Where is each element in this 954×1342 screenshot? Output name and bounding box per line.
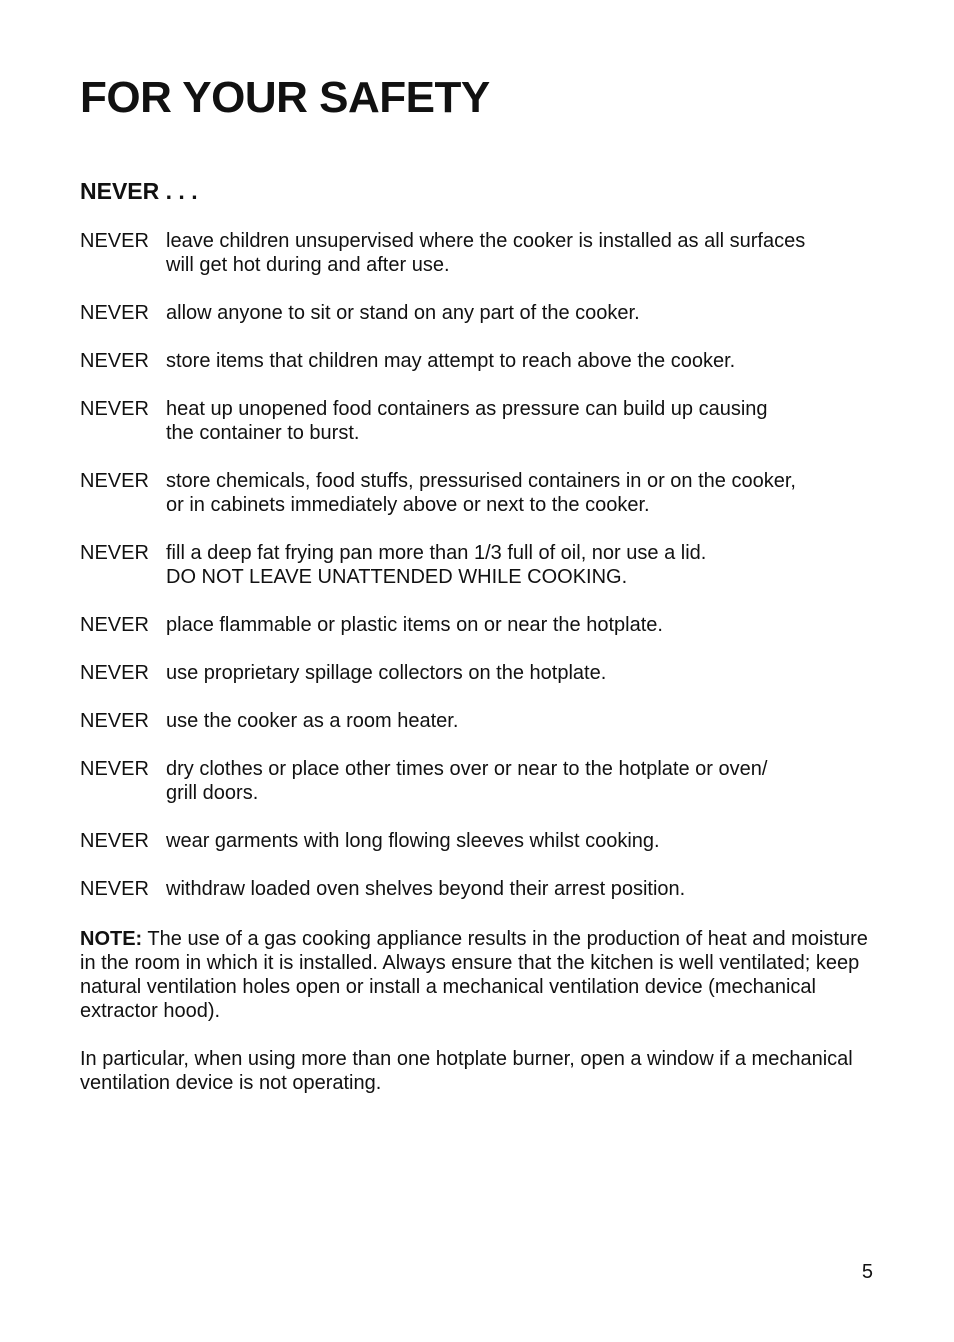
never-item — [80, 613, 880, 637]
note-label: NOTE: — [80, 928, 143, 950]
never-label: NEVER — [80, 302, 149, 324]
never-item — [80, 709, 880, 733]
never-text — [166, 469, 880, 517]
never-label: NEVER — [80, 470, 149, 492]
never-text — [166, 613, 880, 637]
never-item — [80, 829, 880, 853]
never-text-line: place flammable or plastic items on or near the hotplate. — [166, 614, 663, 636]
note-text: The use of a gas cooking appliance results in the production of heat and moisture in the room in which it is installed. Always ensure that the kitchen is well ventilated; keep natural ventilation holes open or install a mechanical ventilation device (mechanical extractor hood). — [80, 928, 868, 1022]
never-label: NEVER — [80, 542, 149, 564]
never-label: NEVER — [80, 350, 149, 372]
never-label: NEVER — [80, 398, 149, 420]
never-text-line: store items that children may attempt to reach above the cooker. — [166, 350, 736, 372]
never-label: NEVER — [80, 710, 149, 732]
never-item — [80, 877, 880, 901]
never-list — [80, 229, 880, 925]
never-item — [80, 661, 880, 685]
never-text-line: or in cabinets immediately above or next to the cooker. — [166, 494, 650, 516]
never-text-line: leave children unsupervised where the cooker is installed as all surfaces — [166, 230, 806, 252]
page-number: 5 — [861, 1261, 873, 1283]
never-text-line: dry clothes or place other times over or near to the hotplate or oven/ — [166, 758, 768, 780]
never-label: NEVER — [80, 878, 149, 900]
never-text-line: grill doors. — [166, 782, 259, 804]
never-item — [80, 541, 880, 589]
never-item — [80, 349, 880, 373]
never-text-line: fill a deep fat frying pan more than 1/3 full of oil, nor use a lid. — [166, 542, 707, 564]
never-text — [166, 661, 880, 685]
never-item — [80, 757, 880, 805]
never-label: NEVER — [80, 830, 149, 852]
never-text-line: heat up unopened food containers as pressure can build up causing — [166, 398, 768, 420]
never-text-line: use proprietary spillage collectors on the hotplate. — [166, 662, 607, 684]
note-paragraph — [80, 927, 880, 1023]
never-text-line: will get hot during and after use. — [166, 254, 450, 276]
never-text — [166, 349, 880, 373]
never-text — [166, 397, 880, 445]
ventilation-paragraph: In particular, when using more than one hotplate burner, open a window if a mechanical ventilation device is not operating. — [80, 1048, 853, 1094]
page-title: FOR YOUR SAFETY — [80, 73, 490, 122]
never-text-line: wear garments with long flowing sleeves whilst cooking. — [166, 830, 660, 852]
never-text — [166, 757, 880, 805]
never-text — [166, 709, 880, 733]
never-text-line: DO NOT LEAVE UNATTENDED WHILE COOKING. — [166, 566, 628, 588]
never-item — [80, 397, 880, 445]
never-text-line: withdraw loaded oven shelves beyond their arrest position. — [166, 878, 686, 900]
never-text — [166, 541, 880, 589]
never-item — [80, 229, 880, 277]
never-item — [80, 301, 880, 325]
never-label: NEVER — [80, 230, 149, 252]
never-text-line: store chemicals, food stuffs, pressurised containers in or on the cooker, — [166, 470, 796, 492]
section-heading: NEVER . . . — [80, 178, 198, 204]
never-label: NEVER — [80, 614, 149, 636]
never-text — [166, 829, 880, 853]
never-text-line: allow anyone to sit or stand on any part of the cooker. — [166, 302, 640, 324]
never-text — [166, 229, 880, 277]
never-item — [80, 469, 880, 517]
never-text-line: use the cooker as a room heater. — [166, 710, 459, 732]
never-label: NEVER — [80, 662, 149, 684]
never-text — [166, 877, 880, 901]
never-text — [166, 301, 880, 325]
never-text-line: the container to burst. — [166, 422, 360, 444]
never-label: NEVER — [80, 758, 149, 780]
